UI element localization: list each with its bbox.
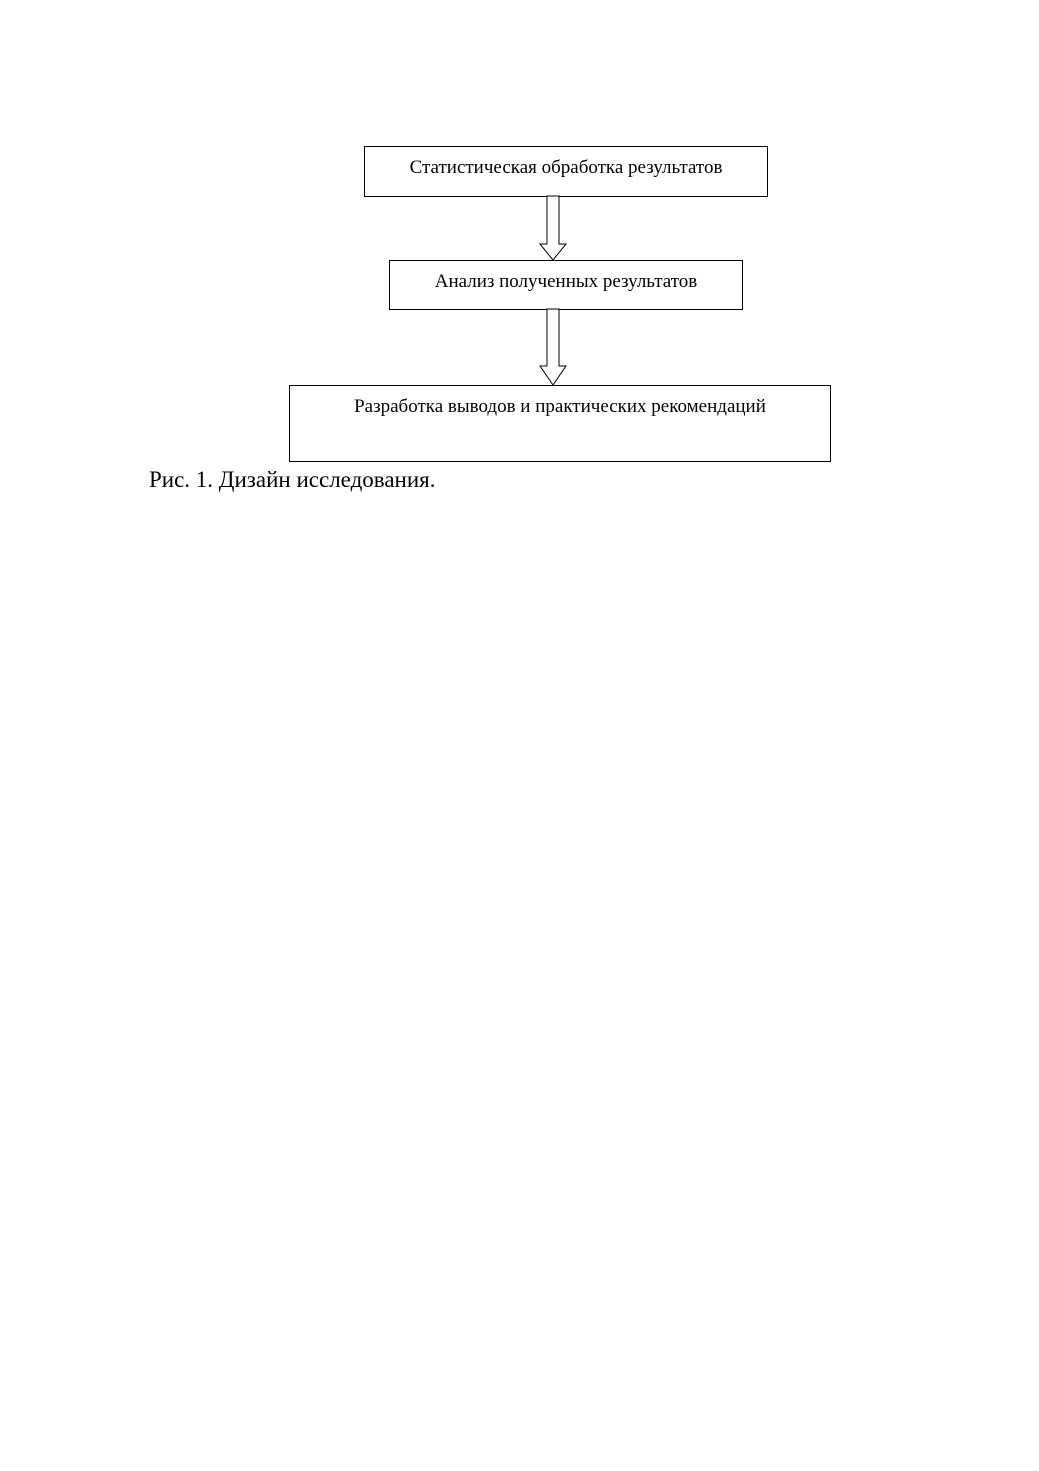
step-results-analysis-label: Анализ полученных результатов: [434, 271, 698, 292]
step-conclusions-recommendations-box: [289, 385, 831, 462]
step-statistical-processing-label: Статистическая обработка результатов: [409, 157, 723, 178]
down-arrow-icon: [539, 196, 567, 261]
step-statistical-processing-box: [364, 146, 768, 197]
step-results-analysis-box: [389, 260, 743, 310]
step-conclusions-recommendations-label: Разработка выводов и практических рекомендаций: [354, 396, 766, 417]
down-arrow-icon: [539, 309, 567, 386]
figure-caption: Рис. 1. Дизайн исследования.: [149, 467, 436, 492]
